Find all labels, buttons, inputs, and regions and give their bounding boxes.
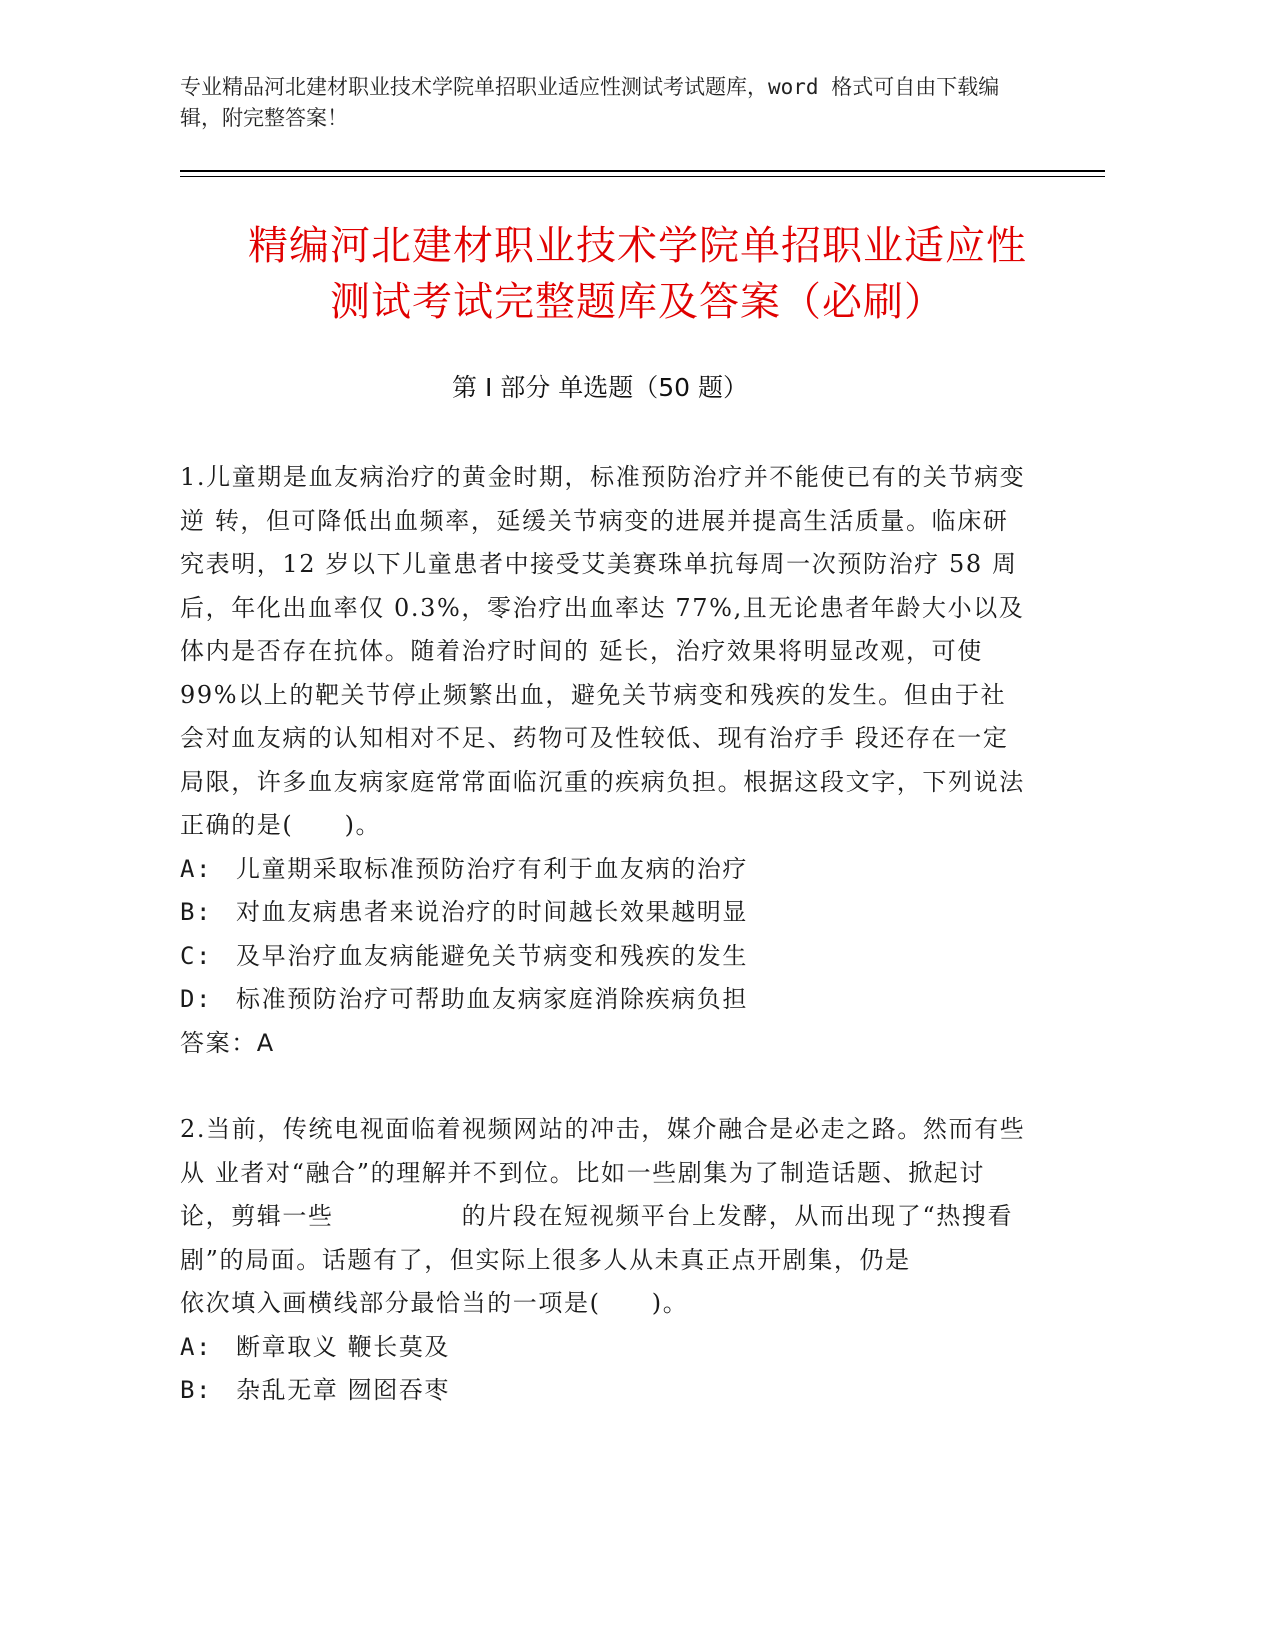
title-line-1: 精编河北建材职业技术学院单招职业适应性 xyxy=(248,223,1027,269)
option-a xyxy=(180,1326,1030,1370)
option-letter: C: xyxy=(180,941,213,970)
header-divider-thin xyxy=(180,176,1105,177)
option-text: 对血友病患者来说治疗的时间越长效果越明显 xyxy=(236,898,748,926)
title-line-2: 测试考试完整题库及答案（必刷） xyxy=(330,279,945,325)
option-b xyxy=(180,891,1030,935)
option-letter: B: xyxy=(180,898,213,926)
option-letter: A: xyxy=(180,854,213,883)
question-stem: 2.当前，传统电视面临着视频网站的冲击，媒介融合是必走之路。然而有些从 业者对“融合”的理解并不到位。比如一些剧集为了制造话题、掀起讨论，剪辑一些 的片段在短视频平台上发酵，从而出现了“热搜看剧”的局面。话题有了，但实际上很多人从未真正点开剧集，仍是 依次填入画横线部分最恰当的一项是( )。 xyxy=(180,1115,1039,1317)
answer-line: 答案：A xyxy=(180,1028,275,1057)
option-d xyxy=(180,978,1030,1022)
option-a xyxy=(180,848,1030,892)
option-text: 杂乱无章 囫囵吞枣 xyxy=(236,1376,451,1404)
option-letter: D: xyxy=(180,985,213,1013)
question-2 xyxy=(180,1108,1039,1413)
document-title xyxy=(150,218,1125,330)
option-text: 标准预防治疗可帮助血友病家庭消除疾病负担 xyxy=(236,985,748,1013)
option-text: 断章取义 鞭长莫及 xyxy=(236,1332,451,1361)
option-letter: B: xyxy=(180,1376,213,1404)
section-heading: 第 I 部分 单选题（50 题） xyxy=(452,373,748,402)
option-text: 儿童期采取标准预防治疗有利于血友病的治疗 xyxy=(236,854,748,883)
question-stem: 1.儿童期是血友病治疗的黄金时期，标准预防治疗并不能使已有的关节病变逆 转，但可降低出血频率，延缓关节病变的进展并提高生活质量。临床研究表明，12 岁以下儿童患者中接受艾美赛珠单抗每周一次预防治疗 58 周后，年化出血率仅 0.3%，零治疗出血率达 77%,且无论患者年龄大小以及体内是否存在抗体。随着治疗时间的 延长，治疗效果将明显改观，可使 99%以上的靶关节停止频繁出血，避免关节病变和残疾的发生。但由于社会对血友病的认知相对不足、药物可及性较低、现有治疗手 段还存在一定局限，许多血友病家庭常常面临沉重的疾病负担。根据这段文字，下列说法正确的是( )。 xyxy=(180,463,1026,839)
option-c xyxy=(180,935,1030,979)
option-letter: A: xyxy=(180,1332,213,1361)
option-b xyxy=(180,1369,1030,1413)
option-text: 及早治疗血友病能避免关节病变和残疾的发生 xyxy=(236,941,748,970)
header-note: 专业精品河北建材职业技术学院单招职业适应性测试考试题库，word 格式可自由下载编辑，附完整答案！ xyxy=(180,75,1000,130)
question-1 xyxy=(180,456,1030,1065)
header-divider-thick xyxy=(180,170,1105,172)
